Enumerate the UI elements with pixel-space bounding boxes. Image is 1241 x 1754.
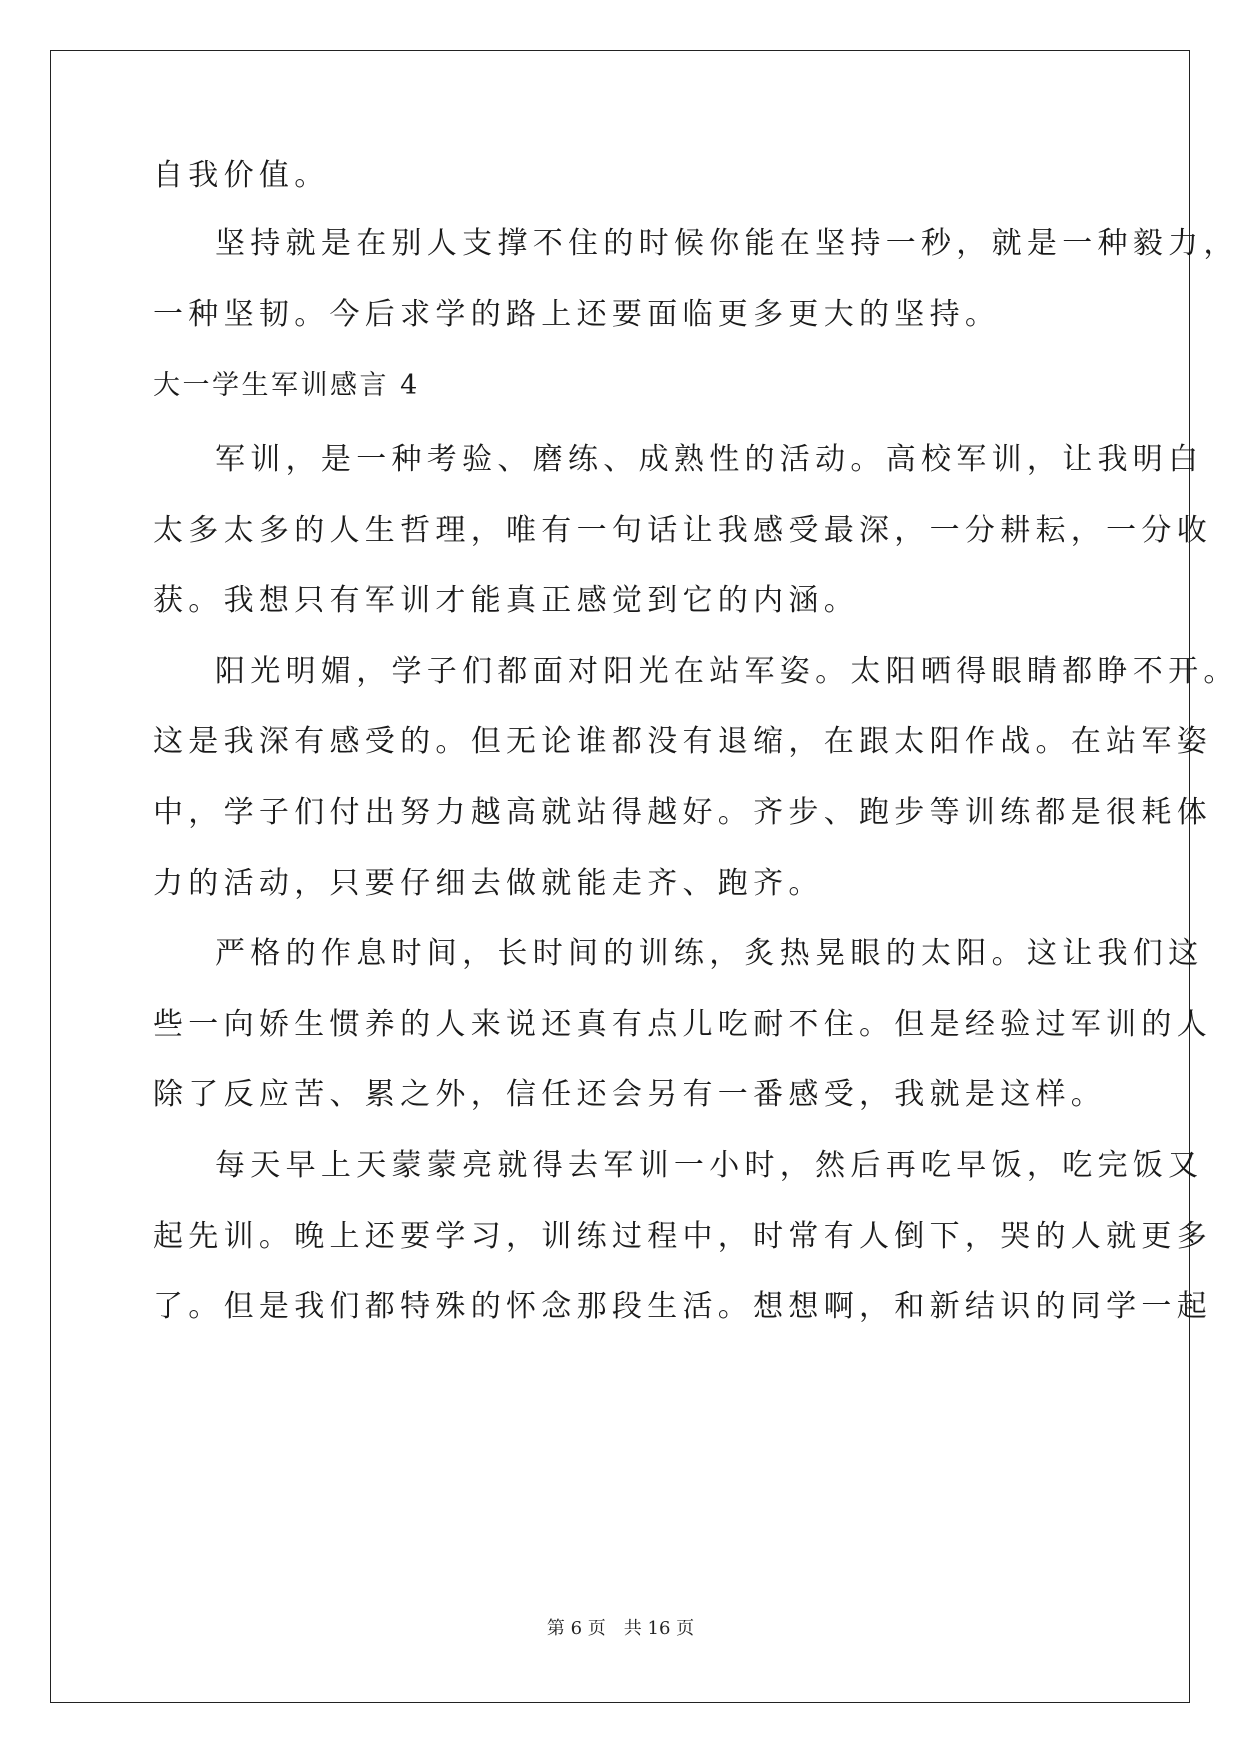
text-line: 太多太多的人生哲理，唯有一句话让我感受最深，一分耕耘，一分收 bbox=[153, 513, 1212, 548]
text-line: 一种坚韧。今后求学的路上还要面临更多更大的坚持。 bbox=[153, 297, 1001, 332]
section-heading: 大一学生军训感言 4 bbox=[153, 370, 420, 401]
text-line: 起先训。晚上还要学习，训练过程中，时常有人倒下，哭的人就更多 bbox=[153, 1219, 1212, 1254]
text-line: 些一向娇生惯养的人来说还真有点儿吃耐不住。但是经验过军训的人 bbox=[153, 1007, 1212, 1042]
text-line: 阳光明媚，学子们都面对阳光在站军姿。太阳晒得眼睛都睁不开。 bbox=[215, 654, 1239, 689]
text-line: 每天早上天蒙蒙亮就得去军训一小时，然后再吃早饭，吃完饭又 bbox=[215, 1148, 1204, 1183]
text-line: 除了反应苦、累之外，信任还会另有一番感受，我就是这样。 bbox=[153, 1077, 1107, 1112]
text-line: 获。我想只有军训才能真正感觉到它的内涵。 bbox=[153, 583, 859, 618]
text-line: 自我价值。 bbox=[153, 158, 330, 193]
page-total: 共 16 页 bbox=[623, 1618, 695, 1639]
text-line: 了。但是我们都特殊的怀念那段生活。想想啊，和新结识的同学一起 bbox=[153, 1289, 1212, 1324]
text-line: 这是我深有感受的。但无论谁都没有退缩，在跟太阳作战。在站军姿 bbox=[153, 724, 1212, 759]
page-number: 第 6 页 bbox=[546, 1618, 606, 1639]
text-line: 军训，是一种考验、磨练、成熟性的活动。高校军训，让我明白 bbox=[215, 442, 1204, 477]
text-line: 坚持就是在别人支撑不住的时候你能在坚持一秒，就是一种毅力， bbox=[215, 226, 1239, 261]
page-footer bbox=[0, 1614, 1241, 1640]
text-line: 中，学子们付出努力越高就站得越好。齐步、跑步等训练都是很耗体 bbox=[153, 795, 1212, 830]
text-line: 力的活动，只要仔细去做就能走齐、跑齐。 bbox=[153, 866, 824, 901]
text-line: 严格的作息时间，长时间的训练，炙热晃眼的太阳。这让我们这 bbox=[215, 936, 1204, 971]
